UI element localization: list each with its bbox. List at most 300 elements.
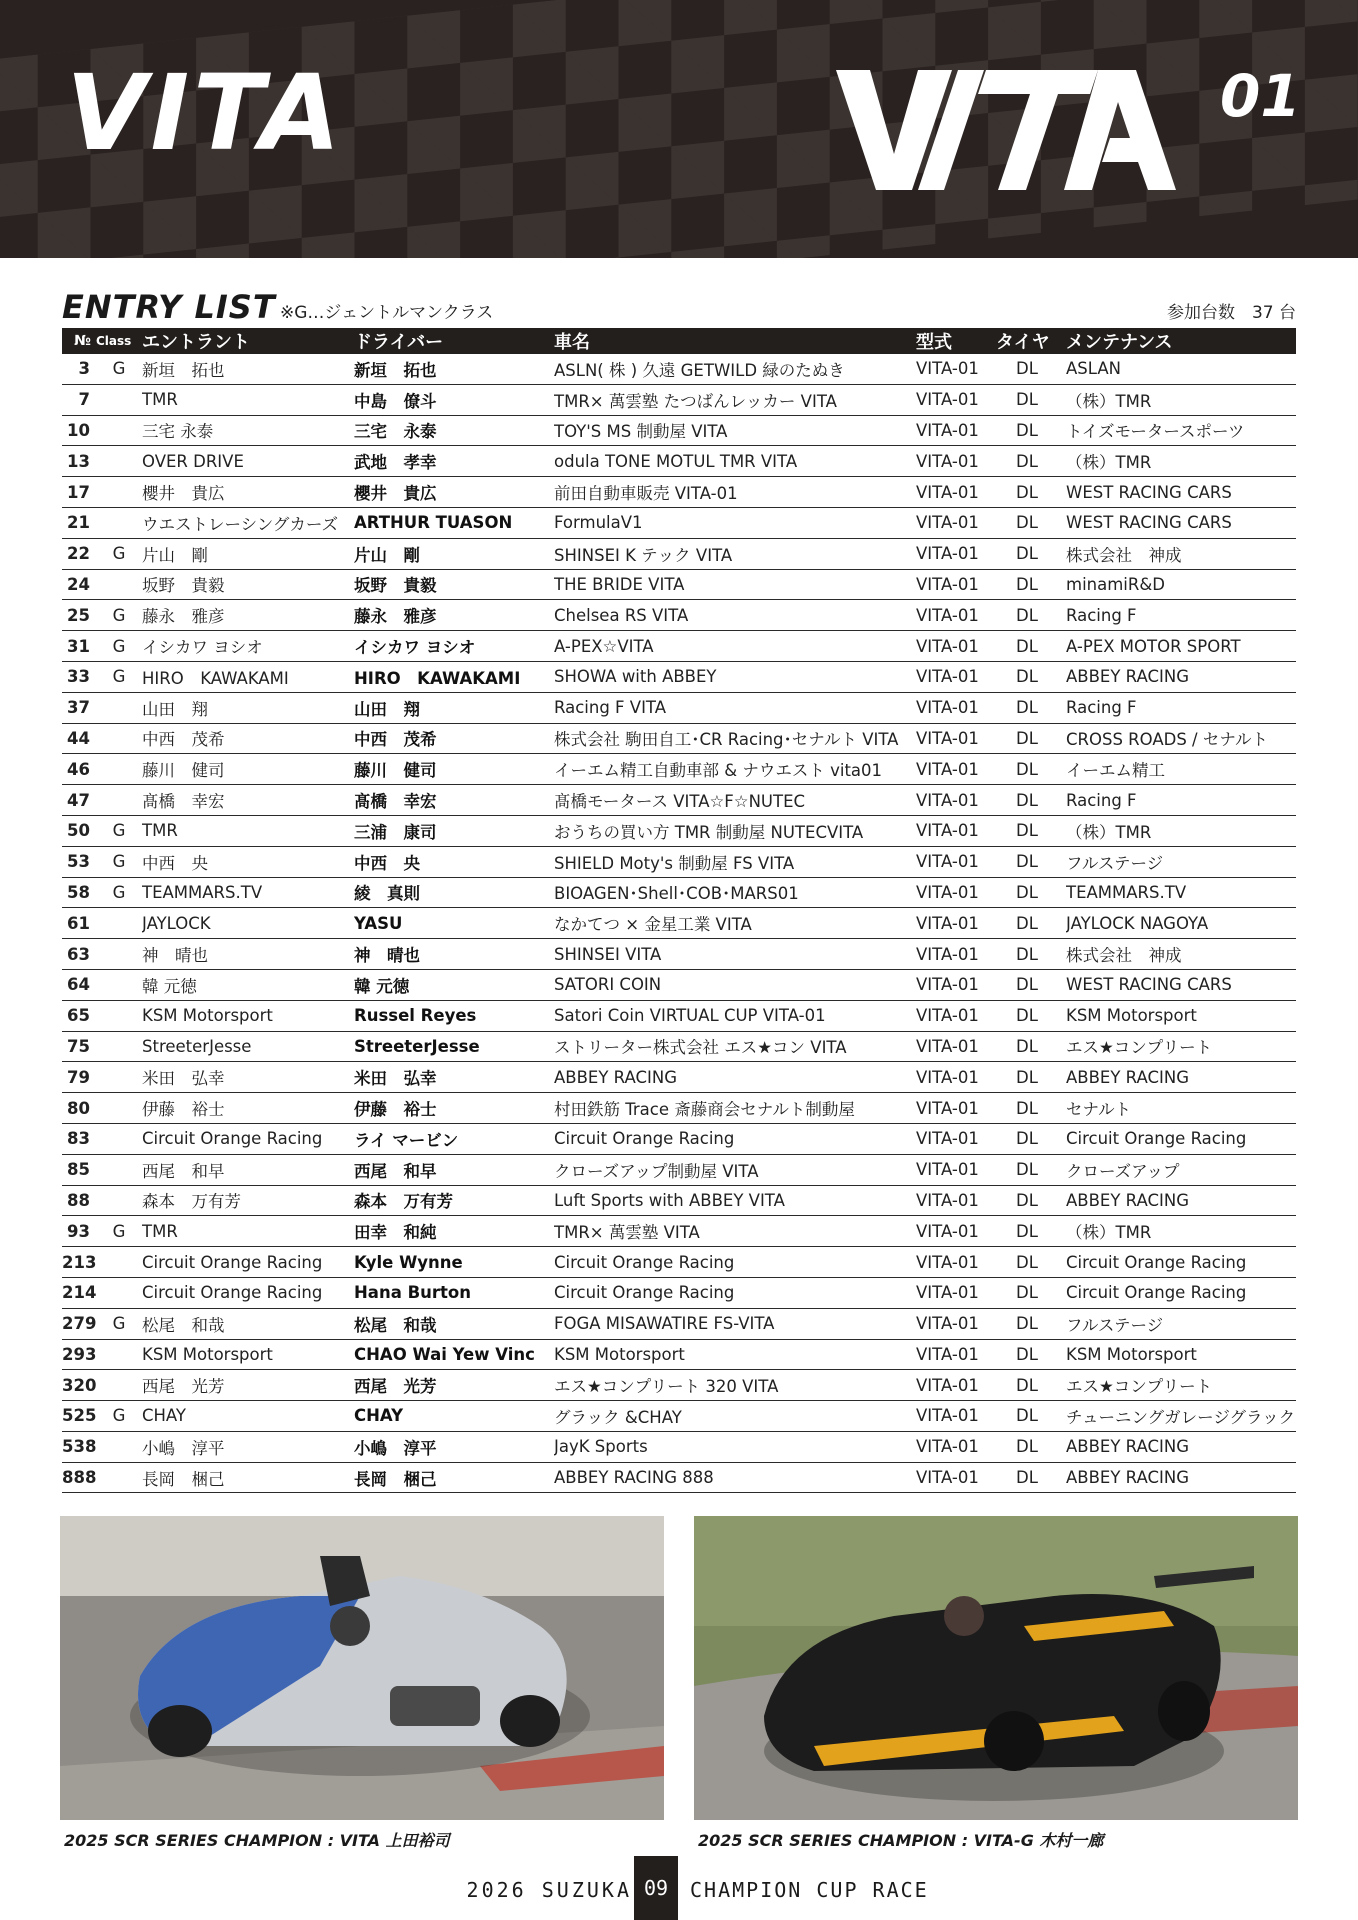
- entry-driver: 綾 真則: [354, 877, 554, 908]
- entry-tyre: DL: [996, 877, 1066, 908]
- table-row: [62, 1401, 1296, 1432]
- table-row: [62, 692, 1296, 723]
- entry-maintenance: ASLAN: [1066, 354, 1296, 384]
- entry-class: [96, 1277, 142, 1308]
- entry-driver: 山田 翔: [354, 692, 554, 723]
- footer-event-name: CHAMPION CUP RACE: [690, 1878, 929, 1902]
- entry-car: TMR× 萬雲塾 たつばんレッカー VITA: [554, 384, 916, 415]
- entry-model: VITA-01: [916, 1370, 996, 1401]
- entry-tyre: DL: [996, 661, 1066, 692]
- entry-model: VITA-01: [916, 1216, 996, 1247]
- entry-entrant: JAYLOCK: [142, 908, 354, 939]
- entry-entrant: KSM Motorsport: [142, 1339, 354, 1370]
- col-no: №: [62, 328, 96, 354]
- table-row: [62, 1216, 1296, 1247]
- entry-tyre: DL: [996, 1247, 1066, 1278]
- entry-entrant: TEAMMARS.TV: [142, 877, 354, 908]
- table-header-row: [62, 328, 1296, 354]
- entry-tyre: DL: [996, 1093, 1066, 1124]
- entry-driver: 韓 元徳: [354, 969, 554, 1000]
- entry-maintenance: JAYLOCK NAGOYA: [1066, 908, 1296, 939]
- entry-maintenance: ABBEY RACING: [1066, 661, 1296, 692]
- entry-model: VITA-01: [916, 600, 996, 631]
- entry-maintenance: フルステージ: [1066, 846, 1296, 877]
- entry-tyre: DL: [996, 384, 1066, 415]
- entry-class: [96, 1062, 142, 1093]
- entry-no: 46: [62, 754, 96, 785]
- entry-maintenance: エス★コンプリート: [1066, 1031, 1296, 1062]
- col-maintenance: メンテナンス: [1066, 328, 1296, 354]
- entry-class: G: [96, 1308, 142, 1339]
- entry-car: TMR× 萬雲塾 VITA: [554, 1216, 916, 1247]
- entry-entrant: CHAY: [142, 1401, 354, 1432]
- photo-right-caption: 2025 SCR SERIES CHAMPION : VITA-G 木村一廊: [698, 1831, 1104, 1850]
- entry-entrant: 韓 元徳: [142, 969, 354, 1000]
- entry-entrant: イシカワ ヨシオ: [142, 631, 354, 662]
- entry-model: VITA-01: [916, 1000, 996, 1031]
- entry-driver: YASU: [354, 908, 554, 939]
- entry-entrant: 坂野 貴毅: [142, 569, 354, 600]
- entry-no: 293: [62, 1339, 96, 1370]
- entry-no: 63: [62, 939, 96, 970]
- col-model: 型式: [916, 328, 996, 354]
- col-class: Class: [96, 328, 142, 354]
- col-car: 車名: [554, 328, 916, 354]
- entry-driver: StreeterJesse: [354, 1031, 554, 1062]
- entry-driver: 中西 茂希: [354, 723, 554, 754]
- entry-maintenance: ABBEY RACING: [1066, 1185, 1296, 1216]
- entry-no: 888: [62, 1462, 96, 1493]
- entry-maintenance: WEST RACING CARS: [1066, 969, 1296, 1000]
- entry-model: VITA-01: [916, 477, 996, 508]
- entry-maintenance: 株式会社 神成: [1066, 538, 1296, 569]
- entry-car: エス★コンプリート 320 VITA: [554, 1370, 916, 1401]
- entry-model: VITA-01: [916, 877, 996, 908]
- entry-car: SATORI COIN: [554, 969, 916, 1000]
- entry-model: VITA-01: [916, 631, 996, 662]
- entry-tyre: DL: [996, 754, 1066, 785]
- entry-model: VITA-01: [916, 507, 996, 538]
- entry-entrant: TMR: [142, 1216, 354, 1247]
- entry-car: TOY'S MS 制動屋 VITA: [554, 415, 916, 446]
- table-row: [62, 446, 1296, 477]
- entry-class: G: [96, 846, 142, 877]
- entry-no: 13: [62, 446, 96, 477]
- entry-tyre: DL: [996, 969, 1066, 1000]
- entry-tyre: DL: [996, 692, 1066, 723]
- entry-driver: 坂野 貴毅: [354, 569, 554, 600]
- entry-no: 50: [62, 815, 96, 846]
- entry-entrant: KSM Motorsport: [142, 1000, 354, 1031]
- entry-no: 75: [62, 1031, 96, 1062]
- entry-class: [96, 969, 142, 1000]
- table-row: [62, 754, 1296, 785]
- entry-driver: Kyle Wynne: [354, 1247, 554, 1278]
- entry-entrant: 西尾 光芳: [142, 1370, 354, 1401]
- entry-car: SHOWA with ABBEY: [554, 661, 916, 692]
- entry-model: VITA-01: [916, 1308, 996, 1339]
- entry-tyre: DL: [996, 1308, 1066, 1339]
- entry-class: [96, 1185, 142, 1216]
- entry-class: [96, 415, 142, 446]
- entry-class: [96, 569, 142, 600]
- entry-maintenance: （株）TMR: [1066, 446, 1296, 477]
- entry-entrant: 山田 翔: [142, 692, 354, 723]
- entry-car: 株式会社 駒田自工･CR Racing･セナルト VITA: [554, 723, 916, 754]
- entry-driver: 藤永 雅彦: [354, 600, 554, 631]
- entry-model: VITA-01: [916, 1093, 996, 1124]
- entry-entrant: Circuit Orange Racing: [142, 1247, 354, 1278]
- entry-entrant: 小嶋 淳平: [142, 1431, 354, 1462]
- entry-model: VITA-01: [916, 908, 996, 939]
- entry-driver: 田幸 和純: [354, 1216, 554, 1247]
- entry-entrant: 藤川 健司: [142, 754, 354, 785]
- entry-driver: 西尾 光芳: [354, 1370, 554, 1401]
- entry-class: G: [96, 538, 142, 569]
- entry-model: VITA-01: [916, 754, 996, 785]
- entry-car: BIOAGEN･Shell･COB･MARS01: [554, 877, 916, 908]
- entry-entrant: 松尾 和哉: [142, 1308, 354, 1339]
- entry-car: SHINSEI VITA: [554, 939, 916, 970]
- entry-entrant: 西尾 和早: [142, 1154, 354, 1185]
- entry-maintenance: 株式会社 神成: [1066, 939, 1296, 970]
- entry-entrant: 藤永 雅彦: [142, 600, 354, 631]
- entry-model: VITA-01: [916, 1185, 996, 1216]
- entry-car: SHINSEI K テック VITA: [554, 538, 916, 569]
- entry-driver: ARTHUR TUASON: [354, 507, 554, 538]
- entry-maintenance: イーエム精工: [1066, 754, 1296, 785]
- entry-car: ABBEY RACING: [554, 1062, 916, 1093]
- entry-maintenance: Racing F: [1066, 785, 1296, 816]
- entry-entrant: Circuit Orange Racing: [142, 1123, 354, 1154]
- page-header: [0, 0, 1358, 258]
- entry-class: [96, 1339, 142, 1370]
- entry-no: 22: [62, 538, 96, 569]
- entry-model: VITA-01: [916, 1247, 996, 1278]
- entry-tyre: DL: [996, 538, 1066, 569]
- entry-model: VITA-01: [916, 1431, 996, 1462]
- table-row: [62, 1062, 1296, 1093]
- entry-car: イーエム精工自動車部 & ナウエスト vita01: [554, 754, 916, 785]
- entry-entrant: 森本 万有芳: [142, 1185, 354, 1216]
- entry-car: グラック &CHAY: [554, 1401, 916, 1432]
- table-row: [62, 1339, 1296, 1370]
- entry-class: G: [96, 1216, 142, 1247]
- table-row: [62, 600, 1296, 631]
- entry-class: [96, 477, 142, 508]
- entry-no: 61: [62, 908, 96, 939]
- entry-tyre: DL: [996, 354, 1066, 384]
- entry-table: [62, 328, 1296, 1493]
- entry-tyre: DL: [996, 569, 1066, 600]
- entry-tyre: DL: [996, 1031, 1066, 1062]
- entry-driver: 松尾 和哉: [354, 1308, 554, 1339]
- col-driver: ドライバー: [354, 328, 554, 354]
- table-row: [62, 1185, 1296, 1216]
- entry-tyre: DL: [996, 1216, 1066, 1247]
- entry-car: Circuit Orange Racing: [554, 1247, 916, 1278]
- entry-car: Chelsea RS VITA: [554, 600, 916, 631]
- entry-no: 83: [62, 1123, 96, 1154]
- entry-tyre: DL: [996, 1401, 1066, 1432]
- entry-no: 17: [62, 477, 96, 508]
- entry-class: [96, 1431, 142, 1462]
- entry-car: 前田自動車販売 VITA-01: [554, 477, 916, 508]
- table-row: [62, 415, 1296, 446]
- entry-driver: 米田 弘幸: [354, 1062, 554, 1093]
- entry-maintenance: （株）TMR: [1066, 384, 1296, 415]
- entry-maintenance: エス★コンプリート: [1066, 1370, 1296, 1401]
- table-row: [62, 1093, 1296, 1124]
- entry-driver: 中島 僚斗: [354, 384, 554, 415]
- table-row: [62, 908, 1296, 939]
- entry-model: VITA-01: [916, 446, 996, 477]
- entry-tyre: DL: [996, 1462, 1066, 1493]
- entry-entrant: TMR: [142, 815, 354, 846]
- entry-model: VITA-01: [916, 1123, 996, 1154]
- entry-maintenance: （株）TMR: [1066, 815, 1296, 846]
- entry-no: 538: [62, 1431, 96, 1462]
- entry-class: G: [96, 600, 142, 631]
- entry-class: [96, 1247, 142, 1278]
- entry-model: VITA-01: [916, 384, 996, 415]
- entry-car: FOGA MISAWATIRE FS-VITA: [554, 1308, 916, 1339]
- table-row: [62, 1000, 1296, 1031]
- entry-driver: 小嶋 淳平: [354, 1431, 554, 1462]
- entry-tyre: DL: [996, 908, 1066, 939]
- entry-no: 21: [62, 507, 96, 538]
- entry-no: 24: [62, 569, 96, 600]
- entry-no: 320: [62, 1370, 96, 1401]
- entry-maintenance: ABBEY RACING: [1066, 1431, 1296, 1462]
- entry-maintenance: トイズモータースポーツ: [1066, 415, 1296, 446]
- entry-model: VITA-01: [916, 415, 996, 446]
- entry-class: [96, 1462, 142, 1493]
- entry-driver: 西尾 和早: [354, 1154, 554, 1185]
- table-row: [62, 939, 1296, 970]
- entry-car: Circuit Orange Racing: [554, 1123, 916, 1154]
- entry-driver: 森本 万有芳: [354, 1185, 554, 1216]
- entry-tyre: DL: [996, 846, 1066, 877]
- entry-maintenance: （株）TMR: [1066, 1216, 1296, 1247]
- entry-class: [96, 1123, 142, 1154]
- entry-entrant: StreeterJesse: [142, 1031, 354, 1062]
- entry-class: G: [96, 815, 142, 846]
- entry-no: 3: [62, 354, 96, 384]
- entry-maintenance: セナルト: [1066, 1093, 1296, 1124]
- entry-tyre: DL: [996, 1154, 1066, 1185]
- table-row: [62, 1247, 1296, 1278]
- entry-no: 58: [62, 877, 96, 908]
- entry-maintenance: ABBEY RACING: [1066, 1062, 1296, 1093]
- entry-no: 279: [62, 1308, 96, 1339]
- entry-driver: 新垣 拓也: [354, 354, 554, 384]
- table-row: [62, 969, 1296, 1000]
- entry-model: VITA-01: [916, 538, 996, 569]
- entry-class: [96, 446, 142, 477]
- entry-class: G: [96, 877, 142, 908]
- entry-entrant: ウエストレーシングカーズ: [142, 507, 354, 538]
- table-row: [62, 631, 1296, 662]
- entry-no: 80: [62, 1093, 96, 1124]
- entry-class: [96, 908, 142, 939]
- entry-car: なかてつ × 金星工業 VITA: [554, 908, 916, 939]
- entry-car: Circuit Orange Racing: [554, 1277, 916, 1308]
- entry-no: 44: [62, 723, 96, 754]
- entry-tyre: DL: [996, 631, 1066, 662]
- entry-driver: 神 晴也: [354, 939, 554, 970]
- entry-no: 37: [62, 692, 96, 723]
- entry-no: 93: [62, 1216, 96, 1247]
- entry-class: [96, 754, 142, 785]
- entry-tyre: DL: [996, 1339, 1066, 1370]
- entry-entrant: 米田 弘幸: [142, 1062, 354, 1093]
- entry-driver: CHAY: [354, 1401, 554, 1432]
- table-row: [62, 1277, 1296, 1308]
- entry-entrant: 中西 央: [142, 846, 354, 877]
- entry-maintenance: クローズアップ: [1066, 1154, 1296, 1185]
- entry-car: Satori Coin VIRTUAL CUP VITA-01: [554, 1000, 916, 1031]
- table-row: [62, 1370, 1296, 1401]
- entry-entrant: Circuit Orange Racing: [142, 1277, 354, 1308]
- entry-tyre: DL: [996, 507, 1066, 538]
- entry-driver: 三浦 康司: [354, 815, 554, 846]
- entry-car: KSM Motorsport: [554, 1339, 916, 1370]
- entry-tyre: DL: [996, 723, 1066, 754]
- entry-no: 10: [62, 415, 96, 446]
- col-tyre: タイヤ: [996, 328, 1066, 354]
- entry-car: Luft Sports with ABBEY VITA: [554, 1185, 916, 1216]
- entry-car: JayK Sports: [554, 1431, 916, 1462]
- entry-model: VITA-01: [916, 1277, 996, 1308]
- table-row: [62, 815, 1296, 846]
- entry-model: VITA-01: [916, 815, 996, 846]
- entry-driver: CHAO Wai Yew Vinc: [354, 1339, 554, 1370]
- entry-driver: 藤川 健司: [354, 754, 554, 785]
- entry-model: VITA-01: [916, 1401, 996, 1432]
- photo-left-blue-vita: [60, 1516, 664, 1820]
- entry-driver: 長岡 梱己: [354, 1462, 554, 1493]
- entry-driver: 片山 剛: [354, 538, 554, 569]
- entry-model: VITA-01: [916, 939, 996, 970]
- entry-driver: イシカワ ヨシオ: [354, 631, 554, 662]
- entry-tyre: DL: [996, 1431, 1066, 1462]
- entry-model: VITA-01: [916, 692, 996, 723]
- entry-maintenance: TEAMMARS.TV: [1066, 877, 1296, 908]
- entry-class: [96, 507, 142, 538]
- entry-class: G: [96, 354, 142, 384]
- table-row: [62, 354, 1296, 384]
- table-row: [62, 507, 1296, 538]
- entry-model: VITA-01: [916, 1339, 996, 1370]
- entry-class: [96, 723, 142, 754]
- entry-entrant: TMR: [142, 384, 354, 415]
- entry-driver: 伊藤 裕士: [354, 1093, 554, 1124]
- entry-no: 53: [62, 846, 96, 877]
- entry-driver: 櫻井 貴広: [354, 477, 554, 508]
- page-title: VITA: [66, 52, 345, 174]
- entry-driver: Russel Reyes: [354, 1000, 554, 1031]
- entry-entrant: 髙橋 幸宏: [142, 785, 354, 816]
- entry-no: 214: [62, 1277, 96, 1308]
- entry-class: [96, 1031, 142, 1062]
- entry-class: [96, 692, 142, 723]
- table-row: [62, 723, 1296, 754]
- entry-no: 88: [62, 1185, 96, 1216]
- table-row: [62, 569, 1296, 600]
- entry-maintenance: チューニングガレージグラック: [1066, 1401, 1296, 1432]
- entry-no: 47: [62, 785, 96, 816]
- entry-entrant: 三宅 永泰: [142, 415, 354, 446]
- entry-no: 31: [62, 631, 96, 662]
- entry-tyre: DL: [996, 446, 1066, 477]
- entry-maintenance: KSM Motorsport: [1066, 1339, 1296, 1370]
- table-row: [62, 1031, 1296, 1062]
- entry-tyre: DL: [996, 1185, 1066, 1216]
- entry-class: G: [96, 1401, 142, 1432]
- entry-driver: 三宅 永泰: [354, 415, 554, 446]
- entry-model: VITA-01: [916, 1154, 996, 1185]
- entry-model: VITA-01: [916, 569, 996, 600]
- photo-right-black-vita: [694, 1516, 1298, 1820]
- entry-class: G: [96, 661, 142, 692]
- table-row: [62, 1308, 1296, 1339]
- entry-entrant: 片山 剛: [142, 538, 354, 569]
- entry-no: 33: [62, 661, 96, 692]
- entry-tyre: DL: [996, 477, 1066, 508]
- table-row: [62, 1462, 1296, 1493]
- table-row: [62, 1123, 1296, 1154]
- entry-maintenance: WEST RACING CARS: [1066, 507, 1296, 538]
- entry-model: VITA-01: [916, 661, 996, 692]
- entry-class: [96, 785, 142, 816]
- entry-driver: Hana Burton: [354, 1277, 554, 1308]
- entry-model: VITA-01: [916, 785, 996, 816]
- entry-tyre: DL: [996, 939, 1066, 970]
- entry-car: おうちの買い方 TMR 制動屋 NUTECVITA: [554, 815, 916, 846]
- entry-list-title: ENTRY LIST: [62, 288, 276, 326]
- entry-car: SHIELD Moty's 制動屋 FS VITA: [554, 846, 916, 877]
- entry-entrant: 新垣 拓也: [142, 354, 354, 384]
- entry-no: 213: [62, 1247, 96, 1278]
- entry-count: 参加台数 37 台: [1166, 303, 1296, 323]
- vita-logo: [836, 70, 1206, 190]
- entry-driver: 武地 孝幸: [354, 446, 554, 477]
- entry-no: 7: [62, 384, 96, 415]
- entry-entrant: 中西 茂希: [142, 723, 354, 754]
- entry-class: [96, 1370, 142, 1401]
- logo-suffix: 01: [1220, 62, 1301, 130]
- entry-entrant: 長岡 梱己: [142, 1462, 354, 1493]
- photo-left-caption: 2025 SCR SERIES CHAMPION : VITA 上田裕司: [64, 1831, 450, 1850]
- entry-tyre: DL: [996, 415, 1066, 446]
- entry-tyre: DL: [996, 815, 1066, 846]
- entry-car: 村田鉄筋 Trace 斎藤商会セナルト制動屋: [554, 1093, 916, 1124]
- entry-model: VITA-01: [916, 846, 996, 877]
- entry-maintenance: Circuit Orange Racing: [1066, 1277, 1296, 1308]
- entry-class: [96, 1154, 142, 1185]
- entry-maintenance: フルステージ: [1066, 1308, 1296, 1339]
- table-row: [62, 661, 1296, 692]
- entry-maintenance: minamiR&D: [1066, 569, 1296, 600]
- entry-tyre: DL: [996, 1370, 1066, 1401]
- entry-maintenance: Racing F: [1066, 692, 1296, 723]
- entry-tyre: DL: [996, 600, 1066, 631]
- gentleman-class-note: ※G…ジェントルマンクラス: [280, 303, 494, 323]
- table-row: [62, 384, 1296, 415]
- entry-car: Racing F VITA: [554, 692, 916, 723]
- entry-driver: 髙橋 幸宏: [354, 785, 554, 816]
